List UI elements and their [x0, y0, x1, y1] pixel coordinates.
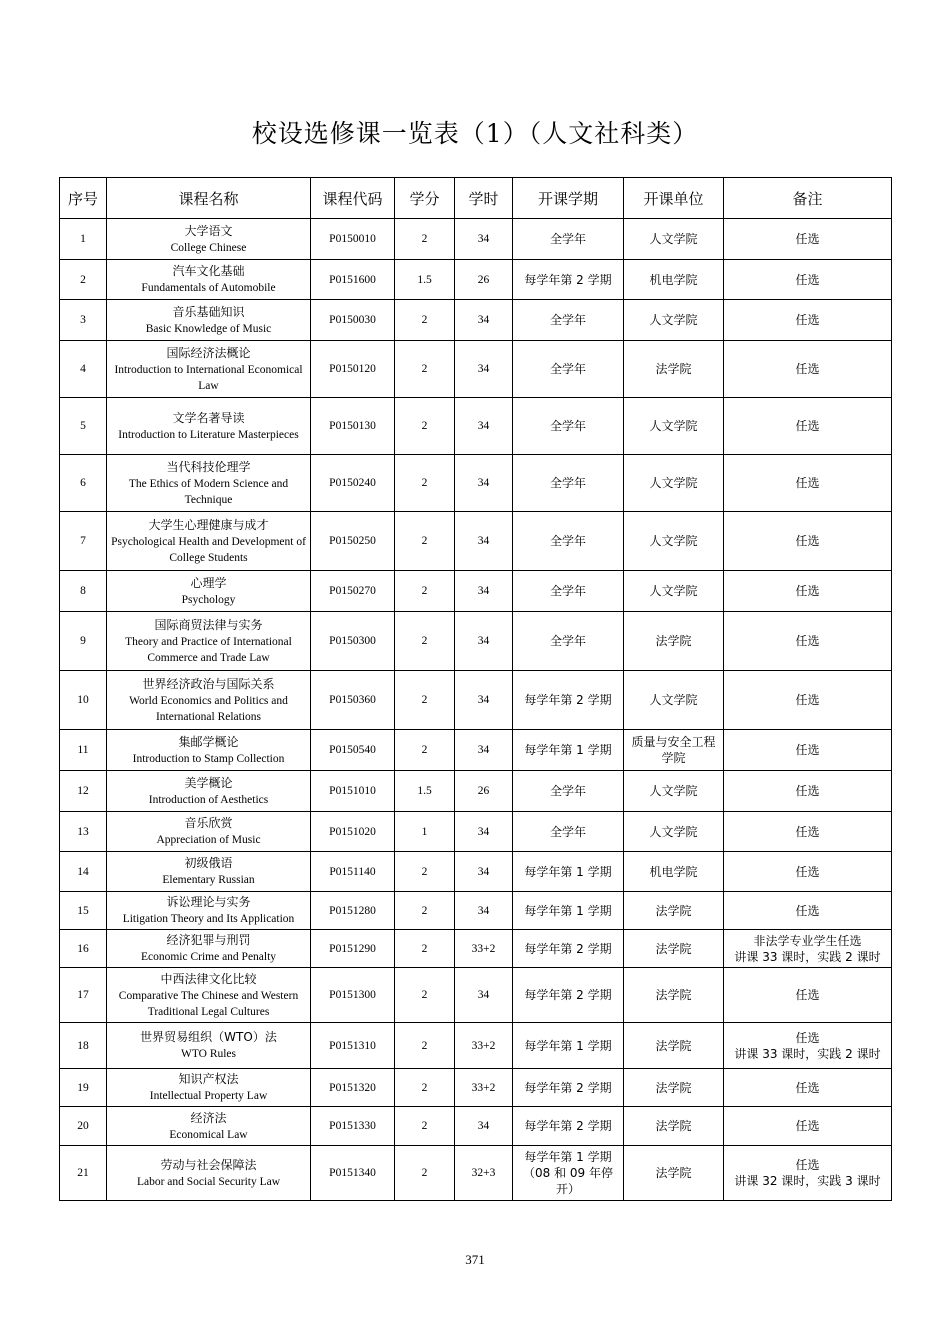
credit: 1.5	[395, 771, 455, 812]
course-name-english: Elementary Russian	[162, 874, 255, 886]
course-name-english: Theory and Practice of International Commerce and Trade Law	[125, 635, 292, 664]
course-name-english: World Economics and Politics and International Relations	[129, 694, 288, 723]
course-name-cell	[107, 1023, 311, 1069]
credit: 2	[395, 300, 455, 341]
note: 任选	[724, 512, 892, 571]
course-name-cell	[107, 771, 311, 812]
note: 任选 讲课 32 课时，实践 3 课时	[724, 1146, 892, 1201]
hours: 34	[455, 219, 513, 260]
row-number: 4	[60, 341, 107, 398]
unit: 人文学院	[624, 671, 724, 730]
credit: 2	[395, 968, 455, 1023]
course-name-chinese: 中西法律文化比较	[160, 971, 257, 986]
hours: 33+2	[455, 930, 513, 968]
row-number: 18	[60, 1023, 107, 1069]
course-name-cell	[107, 1107, 311, 1146]
table-body	[60, 219, 892, 1201]
course-name-english: Introduction to International Economical Law	[114, 363, 303, 392]
table-row	[60, 968, 892, 1023]
course-name-cell	[107, 730, 311, 771]
note: 任选	[724, 398, 892, 455]
term: 全学年	[513, 612, 624, 671]
course-code: P0150360	[311, 671, 395, 730]
term: 每学年第 2 学期	[513, 1107, 624, 1146]
course-code: P0150030	[311, 300, 395, 341]
course-code: P0151600	[311, 260, 395, 300]
course-name-chinese: 音乐欣赏	[184, 816, 233, 830]
course-name-english: Economical Law	[169, 1128, 248, 1141]
table-row	[60, 512, 892, 571]
term: 全学年	[513, 300, 624, 341]
credit: 2	[395, 1069, 455, 1107]
course-name-chinese: 诉讼理论与实务	[166, 895, 251, 909]
course-name-english: Fundamentals of Automobile	[141, 282, 276, 294]
term: 每学年第 1 学期	[513, 892, 624, 930]
row-number: 5	[60, 398, 107, 455]
term: 全学年	[513, 455, 624, 512]
course-name-english: WTO Rules	[180, 1048, 237, 1060]
course-name-chinese: 大学语文	[184, 223, 233, 238]
course-name-cell	[107, 852, 311, 892]
header-no: 序号	[60, 178, 107, 219]
unit: 人文学院	[624, 771, 724, 812]
course-name-cell	[107, 1069, 311, 1107]
table-row	[60, 1146, 892, 1201]
credit: 2	[395, 512, 455, 571]
credit: 2	[395, 612, 455, 671]
hours: 34	[455, 455, 513, 512]
credit: 1	[395, 812, 455, 852]
course-name-english: Introduction of Aesthetics	[148, 793, 269, 806]
row-number: 19	[60, 1069, 107, 1107]
term: 每学年第 2 学期	[513, 968, 624, 1023]
hours: 34	[455, 1107, 513, 1146]
hours: 34	[455, 730, 513, 771]
course-name-chinese: 国际商贸法律与实务	[154, 617, 263, 632]
course-name-english: Economic Crime and Penalty	[140, 951, 277, 963]
table-row	[60, 671, 892, 730]
course-name-chinese: 音乐基础知识	[172, 304, 245, 319]
table-row	[60, 612, 892, 671]
row-number: 17	[60, 968, 107, 1023]
term: 全学年	[513, 512, 624, 571]
credit: 2	[395, 455, 455, 512]
note: 非法学专业学生任选 讲课 33 课时，实践 2 课时	[724, 930, 892, 968]
course-name-english: Introduction to Stamp Collection	[132, 752, 285, 765]
term: 全学年	[513, 219, 624, 260]
course-name-cell	[107, 930, 311, 968]
credit: 1.5	[395, 260, 455, 300]
table-row	[60, 1023, 892, 1069]
hours: 33+2	[455, 1023, 513, 1069]
credit: 2	[395, 930, 455, 968]
note: 任选	[724, 219, 892, 260]
unit: 机电学院	[624, 260, 724, 300]
row-number: 11	[60, 730, 107, 771]
row-number: 2	[60, 260, 107, 300]
term: 每学年第 2 学期	[513, 930, 624, 968]
course-name-cell	[107, 1146, 311, 1201]
table-row	[60, 455, 892, 512]
hours: 34	[455, 512, 513, 571]
note: 任选	[724, 852, 892, 892]
hours: 34	[455, 612, 513, 671]
course-name-chinese: 美学概论	[184, 775, 233, 790]
note: 任选	[724, 1069, 892, 1107]
hours: 34	[455, 852, 513, 892]
header-credit: 学分	[395, 178, 455, 219]
row-number: 16	[60, 930, 107, 968]
credit: 2	[395, 852, 455, 892]
term: 每学年第 2 学期	[513, 260, 624, 300]
row-number: 10	[60, 671, 107, 730]
course-name-english: Psychological Health and Development of College Students	[111, 535, 306, 564]
unit: 法学院	[624, 341, 724, 398]
unit: 机电学院	[624, 852, 724, 892]
table-row	[60, 1107, 892, 1146]
course-code: P0150130	[311, 398, 395, 455]
course-code: P0151140	[311, 852, 395, 892]
hours: 34	[455, 892, 513, 930]
note: 任选	[724, 455, 892, 512]
course-name-chinese: 心理学	[190, 575, 227, 590]
course-code: P0151330	[311, 1107, 395, 1146]
credit: 2	[395, 1023, 455, 1069]
table-row	[60, 1069, 892, 1107]
credit: 2	[395, 398, 455, 455]
course-code: P0151290	[311, 930, 395, 968]
table-row	[60, 812, 892, 852]
row-number: 14	[60, 852, 107, 892]
table-row	[60, 571, 892, 612]
row-number: 9	[60, 612, 107, 671]
course-name-cell	[107, 341, 311, 398]
course-code: P0150120	[311, 341, 395, 398]
note: 任选	[724, 892, 892, 930]
course-name-cell	[107, 892, 311, 930]
unit: 人文学院	[624, 512, 724, 571]
row-number: 7	[60, 512, 107, 571]
term: 全学年	[513, 398, 624, 455]
course-code: P0150270	[311, 571, 395, 612]
course-name-cell	[107, 512, 311, 571]
term: 每学年第 2 学期	[513, 1069, 624, 1107]
course-name-cell	[107, 260, 311, 300]
course-name-cell	[107, 455, 311, 512]
course-code: P0151310	[311, 1023, 395, 1069]
term: 全学年	[513, 812, 624, 852]
table-row	[60, 771, 892, 812]
row-number: 15	[60, 892, 107, 930]
course-name-english: Introduction to Literature Masterpieces	[118, 428, 299, 441]
table-row	[60, 260, 892, 300]
unit: 法学院	[624, 930, 724, 968]
course-code: P0151020	[311, 812, 395, 852]
unit: 法学院	[624, 1069, 724, 1107]
course-name-chinese: 当代科技伦理学	[166, 459, 251, 474]
credit: 2	[395, 1107, 455, 1146]
course-name-english: Psychology	[181, 593, 236, 606]
course-name-chinese: 世界经济政治与国际关系	[142, 676, 275, 691]
hours: 34	[455, 812, 513, 852]
term: 每学年第 1 学期	[513, 1023, 624, 1069]
credit: 2	[395, 341, 455, 398]
unit: 人文学院	[624, 300, 724, 341]
header-course-name: 课程名称	[107, 178, 311, 219]
note: 任选	[724, 260, 892, 300]
row-number: 8	[60, 571, 107, 612]
table-row	[60, 219, 892, 260]
course-table	[59, 177, 892, 1201]
unit: 法学院	[624, 892, 724, 930]
note: 任选	[724, 300, 892, 341]
term: 每学年第 2 学期	[513, 671, 624, 730]
hours: 26	[455, 771, 513, 812]
table-row	[60, 730, 892, 771]
course-name-english: Litigation Theory and Its Application	[122, 913, 295, 925]
unit: 法学院	[624, 612, 724, 671]
header-course-code: 课程代码	[311, 178, 395, 219]
hours: 34	[455, 671, 513, 730]
unit: 法学院	[624, 1107, 724, 1146]
unit: 法学院	[624, 1023, 724, 1069]
unit: 人文学院	[624, 571, 724, 612]
credit: 2	[395, 1146, 455, 1201]
course-name-english: Intellectual Property Law	[149, 1090, 268, 1102]
hours: 26	[455, 260, 513, 300]
course-code: P0150250	[311, 512, 395, 571]
course-name-chinese: 经济法	[190, 1110, 227, 1125]
course-name-chinese: 世界贸易组织（WTO）法	[140, 1030, 277, 1044]
hours: 34	[455, 571, 513, 612]
table-row	[60, 341, 892, 398]
course-name-chinese: 知识产权法	[178, 1072, 239, 1086]
course-name-chinese: 大学生心理健康与成才	[148, 517, 269, 532]
course-name-chinese: 劳动与社会保障法	[160, 1157, 257, 1172]
course-name-cell	[107, 612, 311, 671]
unit: 质量与安全工程学院	[624, 730, 724, 771]
hours: 34	[455, 968, 513, 1023]
hours: 34	[455, 398, 513, 455]
table-row	[60, 398, 892, 455]
row-number: 12	[60, 771, 107, 812]
course-name-chinese: 经济犯罪与刑罚	[166, 933, 251, 947]
credit: 2	[395, 892, 455, 930]
course-code: P0151300	[311, 968, 395, 1023]
hours: 32+3	[455, 1146, 513, 1201]
hours: 34	[455, 341, 513, 398]
row-number: 3	[60, 300, 107, 341]
course-name-chinese: 文学名著导读	[172, 410, 245, 425]
credit: 2	[395, 671, 455, 730]
table-row	[60, 852, 892, 892]
header-hours: 学时	[455, 178, 513, 219]
course-name-chinese: 国际经济法概论	[166, 345, 251, 360]
course-name-english: The Ethics of Modern Science and Technique	[128, 477, 289, 506]
course-name-chinese: 集邮学概论	[178, 734, 239, 749]
credit: 2	[395, 730, 455, 771]
course-name-chinese: 初级俄语	[184, 856, 233, 870]
table-row	[60, 892, 892, 930]
unit: 法学院	[624, 1146, 724, 1201]
note: 任选	[724, 812, 892, 852]
unit: 法学院	[624, 968, 724, 1023]
hours: 34	[455, 300, 513, 341]
term: 每学年第 1 学期	[513, 852, 624, 892]
course-name-cell	[107, 398, 311, 455]
course-code: P0151010	[311, 771, 395, 812]
course-name-english: Labor and Social Security Law	[136, 1175, 281, 1188]
page-number: 371	[465, 1252, 485, 1267]
term: 全学年	[513, 341, 624, 398]
unit: 人文学院	[624, 219, 724, 260]
course-code: P0150540	[311, 730, 395, 771]
course-code: P0151280	[311, 892, 395, 930]
course-name-english: Basic Knowledge of Music	[145, 322, 272, 335]
course-name-cell	[107, 219, 311, 260]
note: 任选	[724, 341, 892, 398]
row-number: 1	[60, 219, 107, 260]
course-name-chinese: 汽车文化基础	[172, 264, 245, 278]
header-unit: 开课单位	[624, 178, 724, 219]
term: 每学年第 1 学期	[513, 730, 624, 771]
course-code: P0151320	[311, 1069, 395, 1107]
course-name-cell	[107, 812, 311, 852]
credit: 2	[395, 571, 455, 612]
credit: 2	[395, 219, 455, 260]
note: 任选	[724, 771, 892, 812]
course-name-english: Comparative The Chinese and Western Traditional Legal Cultures	[118, 989, 299, 1018]
course-name-cell	[107, 571, 311, 612]
course-name-cell	[107, 671, 311, 730]
row-number: 13	[60, 812, 107, 852]
note: 任选	[724, 968, 892, 1023]
note: 任选 讲课 33 课时，实践 2 课时	[724, 1023, 892, 1069]
note: 任选	[724, 730, 892, 771]
term: 全学年	[513, 571, 624, 612]
row-number: 21	[60, 1146, 107, 1201]
unit: 人文学院	[624, 398, 724, 455]
course-name-english: College Chinese	[170, 241, 247, 254]
course-code: P0151340	[311, 1146, 395, 1201]
course-name-english: Appreciation of Music	[156, 834, 261, 846]
table-header-row	[60, 178, 892, 219]
page-title: 校设选修课一览表（1）（人文社科类）	[251, 119, 699, 148]
course-code: P0150240	[311, 455, 395, 512]
table-row	[60, 930, 892, 968]
note: 任选	[724, 612, 892, 671]
header-note: 备注	[724, 178, 892, 219]
row-number: 20	[60, 1107, 107, 1146]
term: 全学年	[513, 771, 624, 812]
unit: 人文学院	[624, 455, 724, 512]
course-name-cell	[107, 300, 311, 341]
unit: 人文学院	[624, 812, 724, 852]
course-code: P0150300	[311, 612, 395, 671]
note: 任选	[724, 671, 892, 730]
term: 每学年第 1 学期 （08 和 09 年停开）	[513, 1146, 624, 1201]
row-number: 6	[60, 455, 107, 512]
course-name-cell	[107, 968, 311, 1023]
header-term: 开课学期	[513, 178, 624, 219]
hours: 33+2	[455, 1069, 513, 1107]
note: 任选	[724, 571, 892, 612]
table-row	[60, 300, 892, 341]
course-code: P0150010	[311, 219, 395, 260]
note: 任选	[724, 1107, 892, 1146]
